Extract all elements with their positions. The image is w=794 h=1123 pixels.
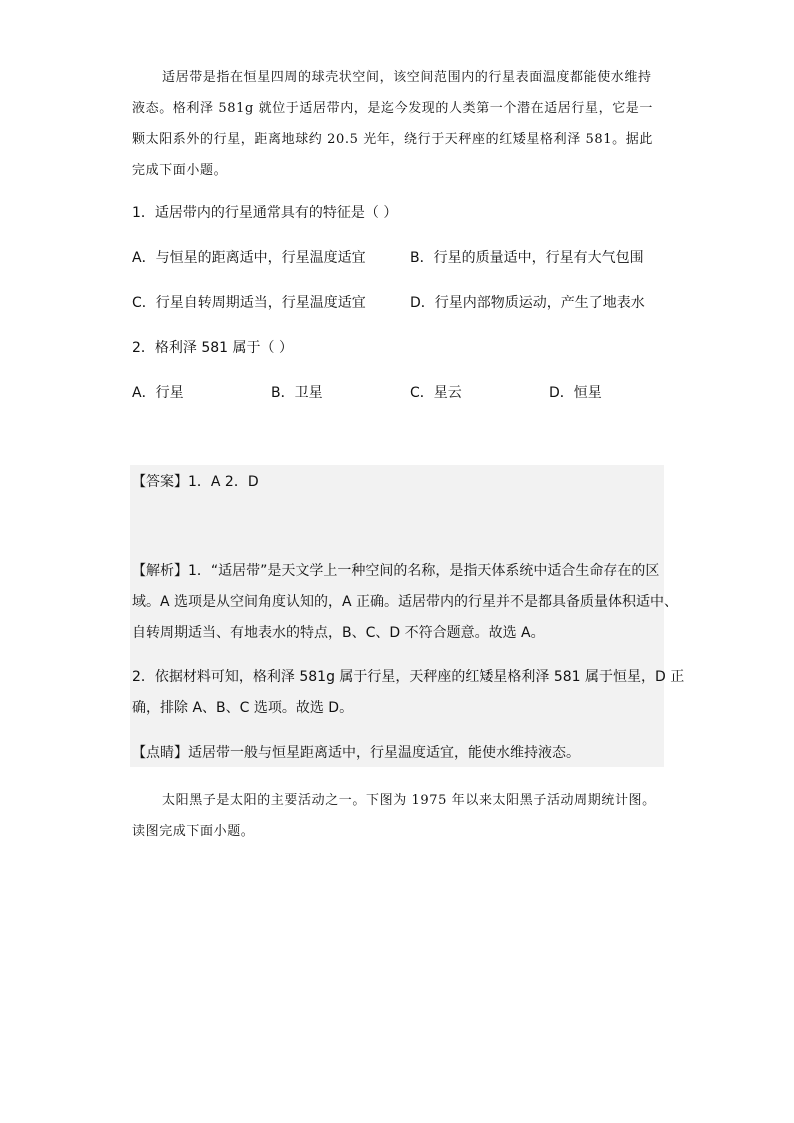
answer-panel (130, 465, 664, 767)
question-2-stem: 2．格利泽 581 属于（ ） (132, 340, 293, 356)
intro-paragraph (132, 62, 664, 186)
analysis-label: 【解析】 (132, 563, 188, 579)
comment-text: 适居带一般与恒星距离适中，行星温度适宜，能使水维持液态。 (188, 745, 580, 761)
comment-line (132, 743, 580, 763)
question-1-option-a: A．与恒星的距离适中，行星温度适宜 (132, 250, 366, 266)
question-1-stem: 1．适居带内的行星通常具有的特征是（ ） (132, 205, 398, 221)
intro-line-1-text: 适居带是指在恒星四周的球壳状空间，该空间范围内的行星表面温度都能使水维持 (162, 70, 652, 85)
question-2-option-d: D．恒星 (549, 385, 602, 401)
question-1-option-b: B．行星的质量适中，行星有大气包围 (410, 250, 644, 266)
analysis-line-2: 域。A 选项是从空间角度认知的，A 正确。适居带内的行星并不是都具备质量体积适中、 (132, 594, 679, 610)
answer-text: 1．A 2．D (188, 474, 259, 490)
analysis-text-1: 1．“适居带”是天文学上一种空间的名称，是指天体系统中适合生命存在的区 (188, 563, 660, 579)
intro2-line-2: 读图完成下面小题。 (132, 824, 255, 839)
intro-line-1 (132, 62, 664, 93)
analysis-line-1 (132, 561, 659, 581)
intro-line-3: 颗太阳系外的行星，距离地球约 20.5 光年，绕行于天秤座的红矮星格利泽 581。据此 (132, 132, 653, 147)
question-1-option-d: D．行星内部物质运动，产生了地表水 (410, 295, 645, 311)
answer-label: 【答案】 (132, 474, 188, 490)
analysis-line-4: 2．依据材料可知，格利泽 581g 属于行星，天秤座的红矮星格利泽 581 属于恒星，D 正 (132, 669, 685, 685)
intro2-paragraph (132, 785, 664, 847)
answer-line (132, 472, 259, 492)
question-2-option-b: B．卫星 (271, 385, 323, 401)
intro-line-4: 完成下面小题。 (132, 163, 228, 178)
analysis-line-5: 确，排除 A、B、C 选项。故选 D。 (132, 700, 354, 716)
intro2-line-1 (132, 785, 664, 816)
question-1-option-c: C．行星自转周期适当，行星温度适宜 (132, 295, 366, 311)
comment-label: 【点睛】 (132, 745, 188, 761)
question-2-option-a: A．行星 (132, 385, 184, 401)
question-2-option-c: C．星云 (410, 385, 462, 401)
intro-line-2: 液态。格利泽 581g 就位于适居带内，是迄今发现的人类第一个潜在适居行星，它是一 (132, 101, 653, 116)
intro2-line-1-text: 太阳黑子是太阳的主要活动之一。下图为 1975 年以来太阳黑子活动周期统计图。 (162, 793, 656, 808)
analysis-line-3: 自转周期适当、有地表水的特点，B、C、D 不符合题意。故选 A。 (132, 625, 545, 641)
